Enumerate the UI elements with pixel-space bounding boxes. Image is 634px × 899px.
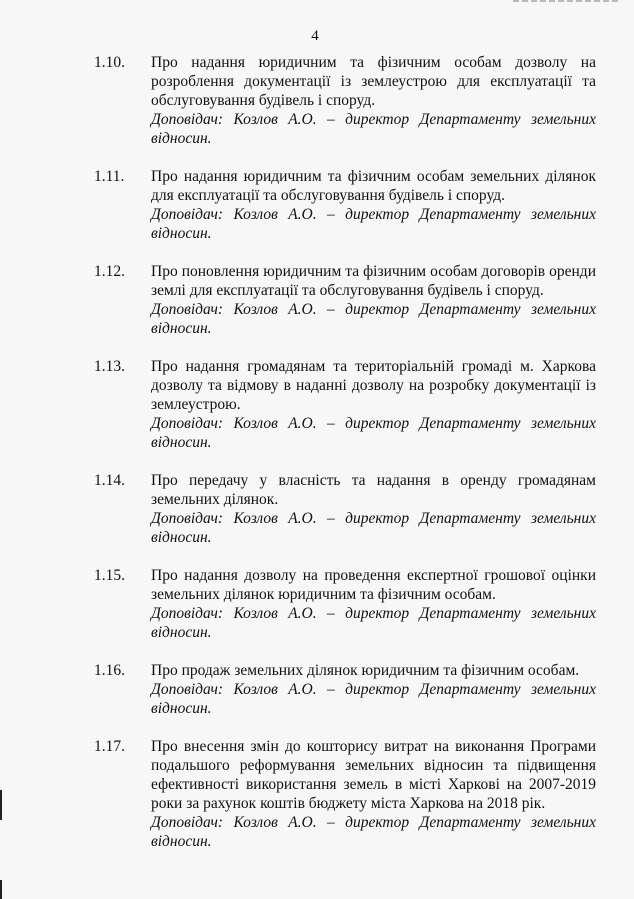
item-speaker: Доповідач: Козлов А.О. – директор Департаменту земельних bbox=[151, 814, 596, 831]
item-speaker-cont: відносин. bbox=[151, 434, 212, 451]
agenda-item bbox=[94, 262, 596, 338]
agenda-item bbox=[94, 737, 596, 851]
item-speaker: Доповідач: Козлов А.О. – директор Департаменту земельних bbox=[151, 510, 596, 527]
item-number: 1.10. bbox=[94, 54, 125, 71]
item-title: Про надання юридичним та фізичним особам дозволу на розроблення документації із землеустрою для експлуатації та обслуговування будівель і споруд. bbox=[151, 54, 596, 109]
agenda-item bbox=[94, 167, 596, 243]
item-speaker: Доповідач: Козлов А.О. – директор Департаменту земельних bbox=[151, 206, 596, 223]
item-speaker: Доповідач: Козлов А.О. – директор Департаменту земельних bbox=[151, 415, 596, 432]
item-title: Про надання дозволу на проведення експертної грошової оцінки земельних ділянок юридичним та фізичним особам. bbox=[151, 567, 596, 603]
item-number: 1.17. bbox=[94, 738, 125, 755]
item-speaker: Доповідач: Козлов А.О. – директор Департаменту земельних bbox=[151, 301, 596, 318]
item-title: Про надання юридичним та фізичним особам земельних ділянок для експлуатації та обслуговування будівель і споруд. bbox=[151, 168, 596, 204]
agenda-item bbox=[94, 471, 596, 547]
agenda-item bbox=[94, 566, 596, 642]
item-speaker-cont: відносин. bbox=[151, 700, 212, 717]
agenda-item bbox=[94, 357, 596, 452]
item-title: Про продаж земельних ділянок юридичним та фізичним особам. bbox=[151, 662, 580, 679]
scan-edge-mark bbox=[0, 790, 2, 820]
item-number: 1.11. bbox=[94, 168, 125, 185]
item-speaker: Доповідач: Козлов А.О. – директор Департаменту земельних bbox=[151, 605, 596, 622]
item-title: Про поновлення юридичним та фізичним особам договорів оренди землі для експлуатації та обслуговування будівель і споруд. bbox=[151, 263, 596, 299]
item-speaker: Доповідач: Козлов А.О. – директор Департаменту земельних bbox=[151, 111, 596, 128]
item-number: 1.15. bbox=[94, 567, 125, 584]
item-speaker-cont: відносин. bbox=[151, 833, 212, 850]
item-number: 1.12. bbox=[94, 263, 125, 280]
agenda-list bbox=[94, 53, 596, 870]
item-speaker-cont: відносин. bbox=[151, 130, 212, 147]
item-number: 1.14. bbox=[94, 472, 125, 489]
item-title: Про передачу у власність та надання в оренду громадянам земельних ділянок. bbox=[151, 472, 596, 508]
agenda-item bbox=[94, 661, 596, 718]
item-title: Про внесення змін до кошторису витрат на виконання Програми подальшого реформування земельних відносин та підвищення ефективності використання земель в місті Харкові на 2007-2019 роки за рахунок коштів бюджету міста Харкова на 2018 рік. bbox=[151, 738, 596, 812]
item-title: Про надання громадянам та територіальній громаді м. Харкова дозволу та відмову в наданні дозволу на розробку документації із землеустрою. bbox=[151, 358, 596, 413]
agenda-item bbox=[94, 53, 596, 148]
scan-artifact bbox=[513, 0, 618, 2]
item-speaker-cont: відносин. bbox=[151, 529, 212, 546]
item-number: 1.16. bbox=[94, 662, 125, 679]
item-number: 1.13. bbox=[94, 358, 125, 375]
item-speaker-cont: відносин. bbox=[151, 225, 212, 242]
page-number: 4 bbox=[311, 28, 319, 44]
item-speaker-cont: відносин. bbox=[151, 320, 212, 337]
item-speaker: Доповідач: Козлов А.О. – директор Департаменту земельних bbox=[151, 681, 596, 698]
scan-edge-mark bbox=[0, 880, 2, 899]
item-speaker-cont: відносин. bbox=[151, 624, 212, 641]
